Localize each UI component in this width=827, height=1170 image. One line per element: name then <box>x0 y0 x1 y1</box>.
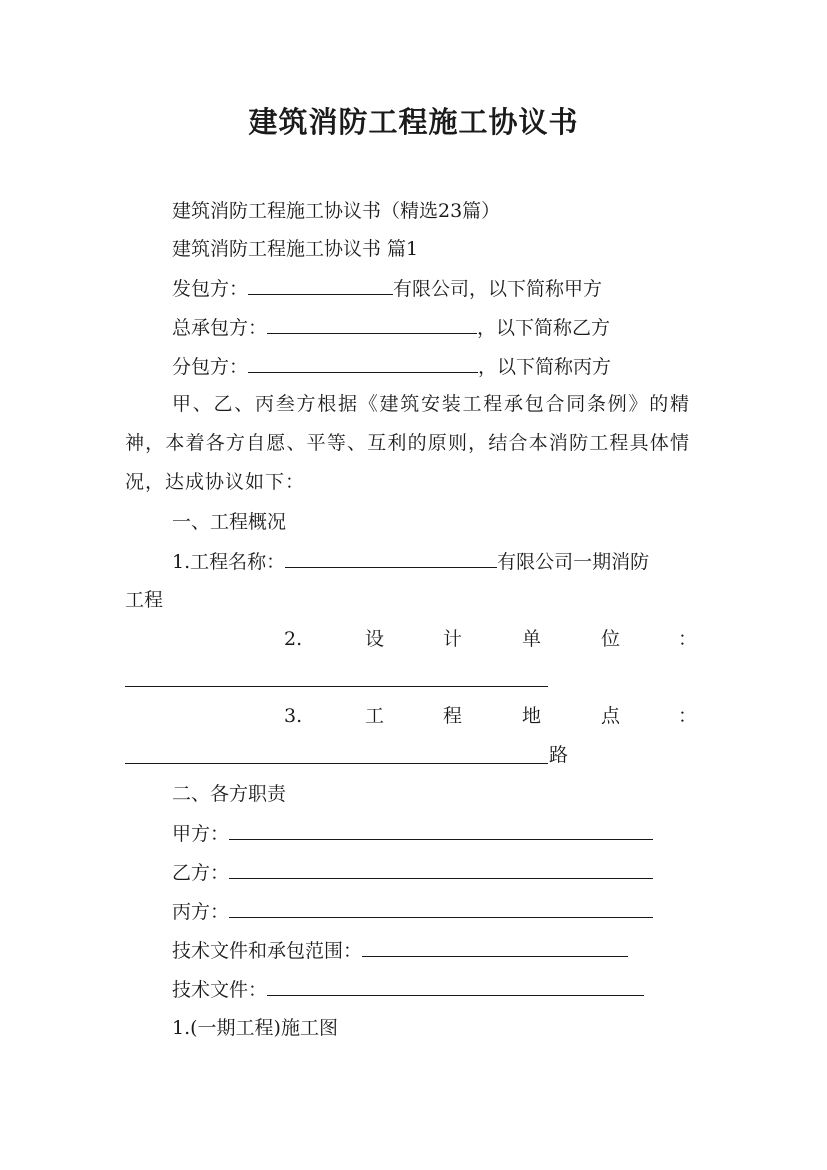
tech-docs-label: 技术文件： <box>172 979 268 1001</box>
design-unit-colon: ： <box>678 628 698 650</box>
subcontractor-suffix: ，以下简称丙方 <box>478 356 612 378</box>
subcontractor-label: 分包方： <box>172 356 249 378</box>
project-name-label: 1.工程名称： <box>172 551 286 573</box>
contractor-label: 发包方： <box>172 278 249 300</box>
tech-scope-label: 技术文件和承包范围： <box>172 940 363 962</box>
tech-scope-line <box>172 939 628 962</box>
party-a-blank <box>229 822 653 840</box>
party-a-label: 甲方： <box>172 823 230 845</box>
drawings-item: 1.(一期工程)施工图 <box>172 1017 338 1039</box>
project-name-wrap: 工程 <box>125 589 164 611</box>
party-c-label: 丙方： <box>172 901 230 923</box>
design-unit-blank <box>125 686 548 687</box>
design-unit-number: 2. <box>284 628 303 650</box>
project-name-suffix: 有限公司一期消防 <box>497 551 650 573</box>
site-char-2: 程 <box>443 705 463 727</box>
part-heading: 建筑消防工程施工协议书 篇1 <box>172 238 419 260</box>
general-contractor-label: 总承包方： <box>172 317 268 339</box>
site-number: 3. <box>284 705 303 727</box>
site-char-3: 地 <box>522 705 542 727</box>
contractor-blank <box>248 277 393 295</box>
design-unit-char-3: 单 <box>522 628 542 650</box>
project-name-blank <box>285 550 497 568</box>
subcontractor-line <box>172 355 611 378</box>
subcontractor-blank <box>248 355 478 373</box>
contractor-suffix: 有限公司，以下简称甲方 <box>393 278 603 300</box>
party-c-line <box>172 900 653 923</box>
design-unit-char-1: 设 <box>365 628 385 650</box>
document-title: 建筑消防工程施工协议书 <box>248 105 579 139</box>
party-c-blank <box>229 900 653 918</box>
party-b-blank <box>229 861 653 879</box>
party-a-line <box>172 822 653 845</box>
party-b-label: 乙方： <box>172 862 230 884</box>
contractor-line <box>172 277 602 300</box>
general-contractor-line <box>172 316 610 339</box>
site-char-4: 点 <box>601 705 621 727</box>
tech-scope-blank <box>362 939 628 957</box>
tech-docs-blank <box>267 978 644 996</box>
design-unit-char-2: 计 <box>443 628 463 650</box>
site-blank <box>125 763 548 764</box>
section1-heading: 一、工程概况 <box>172 511 287 533</box>
intro-paragraph: 甲、乙、丙叁方根据《建筑安装工程承包合同条例》的精神，本着各方自愿、平等、互利的原则，结合本消防工程具体情况，达成协议如下： <box>125 393 690 493</box>
site-colon: ： <box>678 705 698 727</box>
design-unit-char-4: 位 <box>601 628 621 650</box>
site-suffix: 路 <box>549 744 569 766</box>
general-contractor-suffix: ，以下简称乙方 <box>477 317 611 339</box>
general-contractor-blank <box>267 316 477 334</box>
site-char-1: 工 <box>365 705 385 727</box>
document-subtitle: 建筑消防工程施工协议书（精选23篇） <box>172 200 501 222</box>
section2-heading: 二、各方职责 <box>172 783 287 805</box>
project-name-line <box>172 550 649 573</box>
tech-docs-line <box>172 978 644 1001</box>
party-b-line <box>172 861 653 884</box>
